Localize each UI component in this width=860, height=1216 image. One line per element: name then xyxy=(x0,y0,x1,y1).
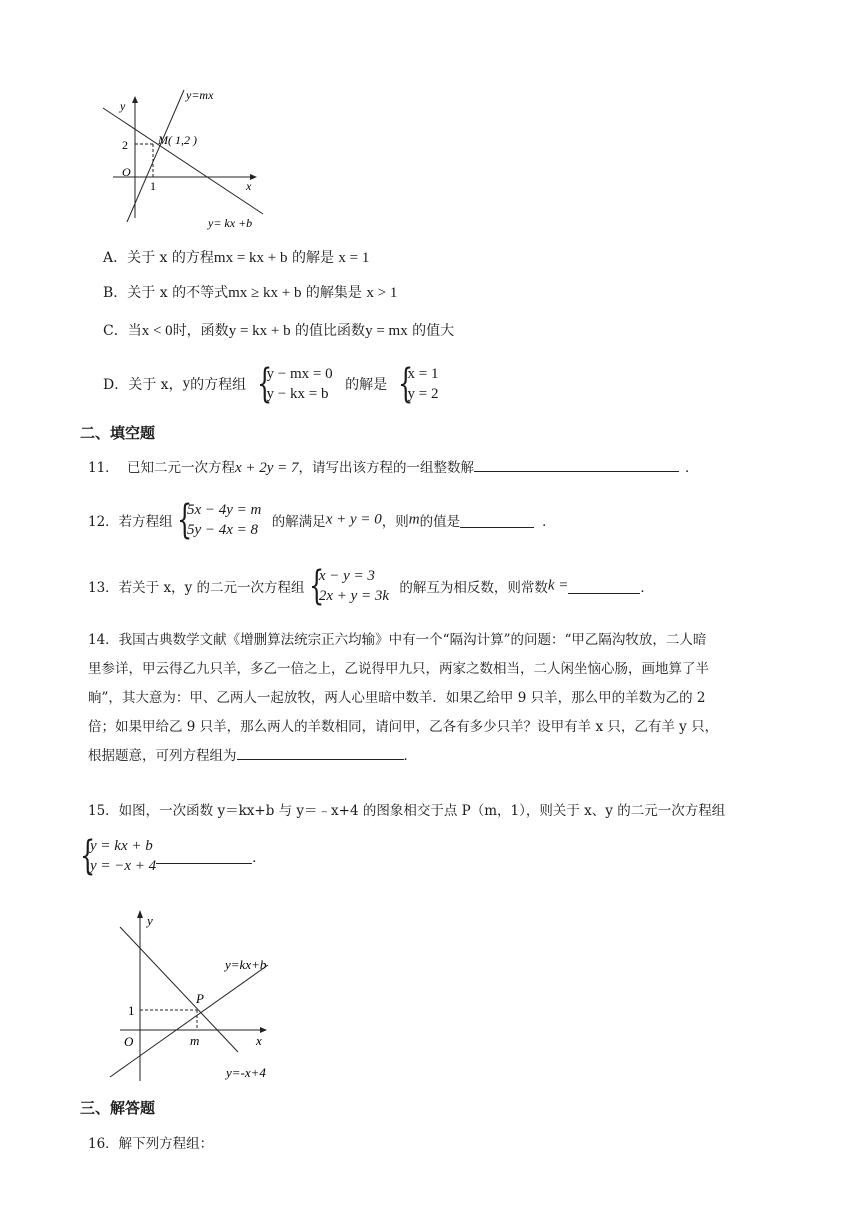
graph-2 xyxy=(100,905,290,1085)
option-d-mid: 的方程组 xyxy=(190,377,247,393)
question-15-line-1: 15．如图，一次函数 y＝kx+b 与 y＝﹣x+4 的图象相交于点 P（m，1），则关于 x、y 的二元一次方程组 xyxy=(88,803,726,819)
option-b-answer: x > 1 xyxy=(366,285,398,301)
option-d-system-row-1: y − mx = 0 xyxy=(266,366,333,382)
q12-text-1: 的解满足 xyxy=(271,514,326,530)
graph2-line-kxb xyxy=(110,965,268,1077)
q14-answer-blank[interactable] xyxy=(237,745,404,760)
graph1-y-arrow xyxy=(132,96,138,103)
q13-end: ． xyxy=(640,580,654,596)
q15-system xyxy=(80,833,157,879)
graph2-line-neg-x-plus-4 xyxy=(120,927,238,1052)
q12-system xyxy=(176,497,262,543)
question-11 xyxy=(88,456,699,477)
q14-end: ． xyxy=(403,748,417,764)
q12-system-brace: { xyxy=(176,497,193,543)
option-d-solution xyxy=(397,361,439,407)
option-c-prefix: C．当 xyxy=(103,323,142,339)
option-d-system-row-2: y − kx = b xyxy=(266,386,329,402)
q12-answer-blank[interactable] xyxy=(460,513,534,528)
option-d-var: y xyxy=(182,375,191,392)
option-b-inequality: mx ≥ kx + b xyxy=(228,285,302,301)
graph1-line-top-label: y=mx xyxy=(186,88,214,102)
option-a-answer: x = 1 xyxy=(338,250,370,266)
q11-number: 11． xyxy=(88,460,119,476)
q14-line-5 xyxy=(88,742,818,771)
option-d-solution-row-2: y = 2 xyxy=(407,386,439,402)
question-15-system-line xyxy=(80,833,266,880)
q14-line-2: 里参详，甲云得乙九只羊，多乙一倍之上，乙说得甲九只，两家之数相当，二人闲坐恼心肠，画地算了半 xyxy=(88,661,709,677)
option-d xyxy=(103,361,439,408)
q11-answer-blank[interactable] xyxy=(474,457,679,472)
q15-system-brace: { xyxy=(80,833,96,879)
q12-condition: x + y = 0 xyxy=(325,511,382,528)
q15-system-row-1: y = kx + b xyxy=(90,838,153,854)
q12-text-2: ，则 xyxy=(381,514,409,530)
q12-system-row-1: 5x − 4y = m xyxy=(186,502,262,518)
option-d-solution-row-1: x = 1 xyxy=(407,366,439,382)
graph2-tick-y: 1 xyxy=(128,1003,135,1018)
q13-system xyxy=(308,563,390,609)
q12-end: ． xyxy=(542,514,556,530)
q11-text-1: 已知二元一次方程 xyxy=(126,460,235,476)
question-14 xyxy=(88,626,818,771)
q13-answer-blank[interactable] xyxy=(568,579,640,594)
graph1-line-kxb xyxy=(103,108,263,214)
graph1-x-label: x xyxy=(246,179,252,193)
q12-system-row-2: 5y − 4x = 8 xyxy=(186,522,259,538)
option-d-system xyxy=(256,361,333,407)
option-c-suffix: 的值大 xyxy=(407,323,455,339)
q12-number: 12．若方程组 xyxy=(88,514,173,530)
q11-end: ． xyxy=(685,460,699,476)
section-2-heading: 二、填空题 xyxy=(80,424,156,442)
option-d-solution-brace: { xyxy=(397,361,413,407)
q13-system-row-1: x − y = 3 xyxy=(318,568,375,584)
graph1-tick-x: 1 xyxy=(150,179,156,193)
q11-text-2: ，请写出该方程的一组整数解 xyxy=(298,460,475,476)
option-a-equation: mx = kx + b xyxy=(213,250,288,266)
option-d-mid2: 的解是 xyxy=(345,377,388,393)
option-a xyxy=(103,247,369,267)
graph2-tick-x: m xyxy=(190,1033,200,1048)
graph2-origin: O xyxy=(124,1034,134,1049)
option-b-mid: 的解集是 xyxy=(301,285,367,301)
option-a-mid: 的解是 xyxy=(287,250,339,266)
option-c-mid2: 的值比函数 xyxy=(290,323,366,339)
q13-number: 13．若关于 x，y 的二元一次方程组 xyxy=(88,580,305,596)
graph1-y-label: y xyxy=(120,99,126,113)
q15-system-row-2: y = −x + 4 xyxy=(90,858,157,874)
option-b-prefix: B．关于 x 的不等式 xyxy=(103,285,229,301)
graph1-line-bottom-label: y= kx +b xyxy=(208,216,253,230)
q14-line-5-text: 根据题意，可列方程组为 xyxy=(88,748,237,764)
option-d-prefix: D．关于 x， xyxy=(103,377,183,393)
option-d-system-brace: { xyxy=(256,361,272,407)
q12-text-3: 的值是 xyxy=(419,514,461,530)
question-16: 16．解下列方程组： xyxy=(88,1136,214,1152)
graph1-origin: O xyxy=(122,165,131,179)
graph2-x-label: x xyxy=(256,1033,262,1048)
q12-variable: m xyxy=(408,511,420,528)
q15-answer-blank[interactable] xyxy=(156,849,252,864)
q13-text-1: 的解互为相反数，则常数 xyxy=(399,580,548,596)
graph2-point-label: P xyxy=(196,991,204,1006)
graph-1 xyxy=(95,88,285,234)
graph2-line-bottom-label: y=-x+4 xyxy=(226,1065,266,1080)
option-c-mid: 时，函数 xyxy=(172,323,229,339)
question-13 xyxy=(88,563,654,610)
option-b xyxy=(103,282,397,302)
option-c-function-2: y = mx xyxy=(365,323,408,339)
graph2-line-top-label: y=kx+b xyxy=(225,957,267,972)
q15-end: ． xyxy=(252,850,266,866)
option-c-function-1: y = kx + b xyxy=(228,323,291,339)
section-3-heading: 三、解答题 xyxy=(80,1099,156,1117)
q13-system-row-2: 2x + y = 3k xyxy=(318,588,390,604)
graph2-y-label: y xyxy=(147,913,153,928)
graph2-y-arrow xyxy=(137,910,143,918)
option-c xyxy=(103,320,454,340)
q14-line-1: 14．我国古典数学文献《增删算法统宗正六均输》中有一个“隔沟计算”的问题：“甲乙隔沟牧放，二人暗 xyxy=(88,632,707,648)
option-c-condition: x < 0 xyxy=(141,323,173,339)
option-a-prefix: A．关于 x 的方程 xyxy=(103,250,214,266)
q13-variable: k = xyxy=(547,577,569,594)
q14-line-4: 倍；如果甲给乙 9 只羊，那么两人的羊数相同，请问甲，乙各有多少只羊？设甲有羊 x 只，乙有羊 y 只， xyxy=(88,719,719,735)
graph1-tick-y: 2 xyxy=(122,138,128,152)
graph1-point-label: M( 1,2 ) xyxy=(158,133,197,147)
q13-system-brace: { xyxy=(308,563,325,609)
q14-line-3: 晌”，其大意为：甲、乙两人一起放牧，两人心里暗中数羊．如果乙给甲 9 只羊，那么甲的羊数为乙的 2 xyxy=(88,690,706,706)
q11-equation: x + 2y = 7 xyxy=(234,460,299,476)
question-12 xyxy=(88,497,556,544)
